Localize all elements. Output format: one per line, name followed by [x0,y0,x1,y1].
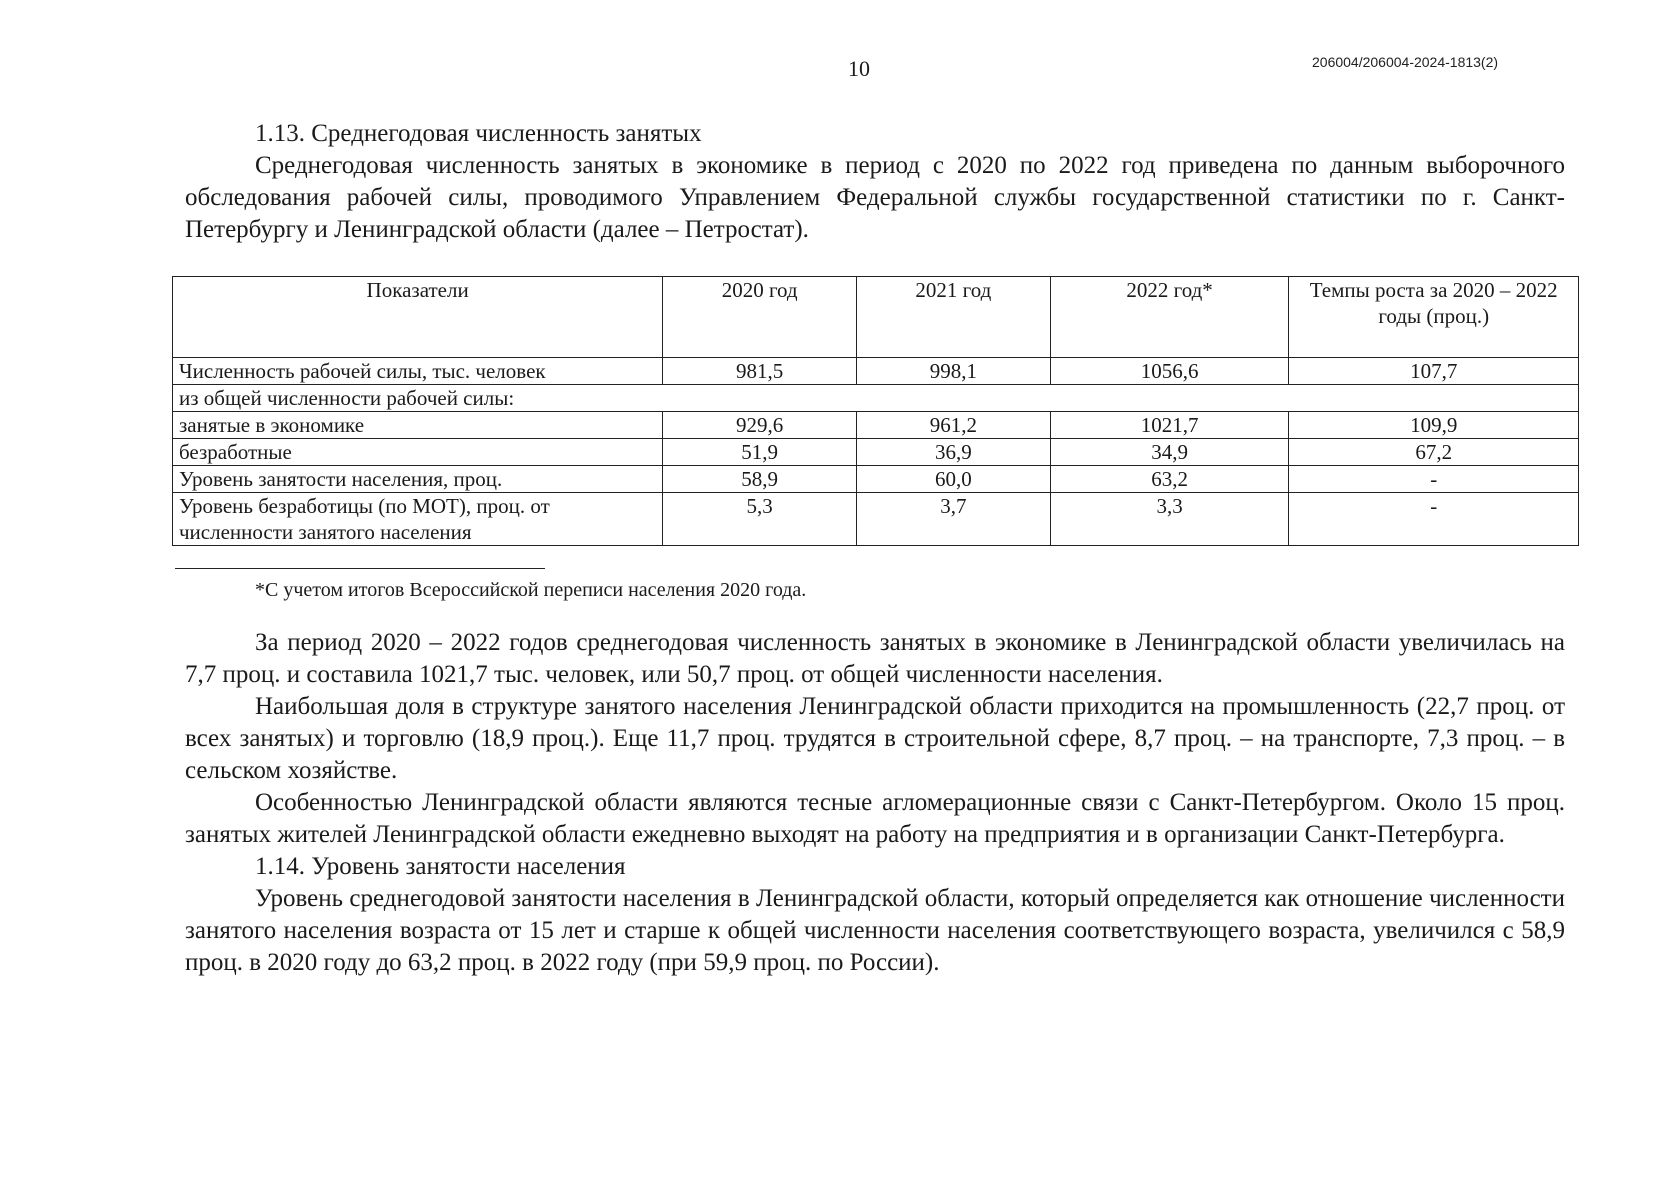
cell-growth: - [1289,466,1579,493]
row-label: Численность рабочей силы, тыс. человек [173,358,663,385]
cell-2022: 3,3 [1050,493,1289,546]
section-1-13-title: 1.13. Среднегодовая численность занятых [255,120,702,147]
cell-2022: 1021,7 [1050,412,1289,439]
section-1-13-intro: Среднегодовая численность занятых в экономике в период с 2020 по 2022 год приведена по данным выборочного обследования рабочей силы, проводимого Управлением Федеральной службы государственной статистики по г. Санкт-Петербургу и Ленинградской области (далее – Петростат). [185,152,1565,243]
cell-2020: 981,5 [663,358,857,385]
cell-2021: 998,1 [857,358,1051,385]
cell-2022: 34,9 [1050,439,1289,466]
paragraph-agglomeration: Особенностью Ленинградской области являются тесные агломерационные связи с Санкт-Петербургом. Около 15 проц. занятых жителей Ленинградской области ежедневно выходят на работу на предприятия и в организации Санкт-Петербурга. [185,789,1565,848]
cell-growth: 109,9 [1289,412,1579,439]
table-row [173,493,1579,546]
cell-2022: 63,2 [1050,466,1289,493]
cell-growth: 67,2 [1289,439,1579,466]
document-id: 206004/206004-2024-1813(2) [1312,54,1499,70]
section-1-14-title: 1.14. Уровень занятости населения [255,853,626,880]
table-row [173,412,1579,439]
cell-2021: 60,0 [857,466,1051,493]
cell-2020: 929,6 [663,412,857,439]
row-label: Уровень безработицы (по МОТ), проц. от численности занятого населения [173,493,663,546]
header-2022: 2022 год* [1050,277,1289,358]
header-2020: 2020 год [663,277,857,358]
cell-growth: - [1289,493,1579,546]
spacer [185,603,1565,627]
footnote: *С учетом итогов Всероссийской переписи населения 2020 года. [255,579,807,601]
cell-2020: 5,3 [663,493,857,546]
paragraph-employment-structure: Наибольшая доля в структуре занятого населения Ленинградской области приходится на промышленность (22,7 проц. от всех занятых) и торговлю (18,9 проц.). Еще 11,7 проц. трудятся в строительной сфере, 8,7 проц. – на транспорте, 7,3 проц. – в сельском хозяйстве. [185,693,1565,784]
table-header-row [173,277,1579,358]
footnote-divider [175,568,545,569]
header-indicators: Показатели [173,277,663,358]
row-label: безработные [173,439,663,466]
header-growth-rate: Темпы роста за 2020 – 2022 годы (проц.) [1289,277,1579,358]
section-1-14-text: Уровень среднегодовой занятости населения в Ленинградской области, который определяется как отношение численности занятого населения возраста от 15 лет и старше к общей численности населения соответствующего возраста, увеличился с 58,9 проц. в 2020 году до 63,2 проц. в 2022 году (при 59,9 проц. по России). [185,885,1565,976]
statistics-table-wrapper [172,276,1565,546]
cell-2022: 1056,6 [1050,358,1289,385]
cell-2021: 36,9 [857,439,1051,466]
document-body [179,118,1565,979]
row-label: занятые в экономике [173,412,663,439]
cell-2020: 51,9 [663,439,857,466]
table-row [173,439,1579,466]
cell-2020: 58,9 [663,466,857,493]
paragraph-employment-growth: За период 2020 – 2022 годов среднегодовая численность занятых в экономике в Ленинградской области увеличилась на 7,7 проц. и составила 1021,7 тыс. человек, или 50,7 проц. от общей численности населения. [185,629,1565,688]
header-2021: 2021 год [857,277,1051,358]
row-label-subheading: из общей численности рабочей силы: [173,385,1579,412]
table-row [173,385,1579,412]
cell-2021: 3,7 [857,493,1051,546]
row-label: Уровень занятости населения, проц. [173,466,663,493]
table-row [173,466,1579,493]
employment-statistics-table [172,276,1579,546]
cell-2021: 961,2 [857,412,1051,439]
page-number: 10 [848,56,870,81]
cell-growth: 107,7 [1289,358,1579,385]
table-row [173,358,1579,385]
